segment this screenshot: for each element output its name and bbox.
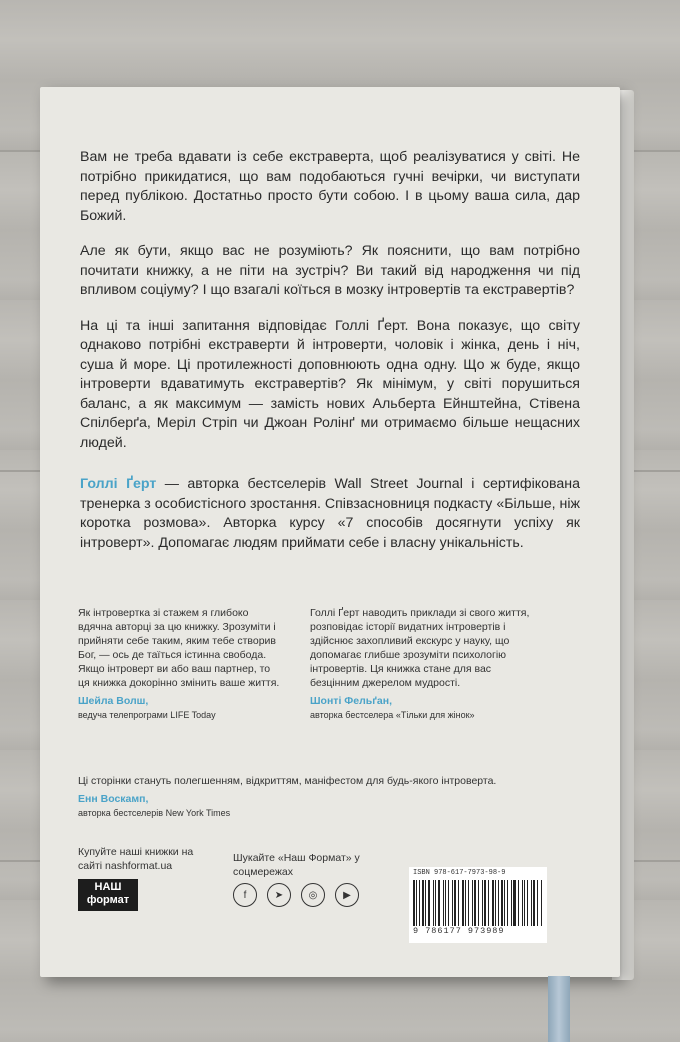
barcode-bar xyxy=(522,880,523,926)
facebook-icon[interactable]: f xyxy=(233,883,257,907)
author-bio xyxy=(80,475,580,553)
barcode-bar xyxy=(488,880,489,926)
barcode-bar xyxy=(428,880,431,926)
barcode-bar xyxy=(452,880,453,926)
barcode-bar xyxy=(435,880,436,926)
barcode-bar xyxy=(504,880,505,926)
barcode-bar xyxy=(413,880,415,926)
endorsement-text: Ці сторінки стануть полегшенням, відкриттям, маніфестом для будь-якого інтроверта. xyxy=(78,775,497,787)
barcode-bar xyxy=(472,880,474,926)
isbn-label: ISBN 978-617-7973-98-9 xyxy=(413,869,506,877)
endorsement-text: Як інтровертка зі стажем я глибоко вдячна авторці за цю книжку. Зрозуміти і прийняти себе таким, яким тебе створив Бог, — ось де таїться істинна свобода. Якщо інтроверт ви або ваш партнер, то ця книжка докорінно змінить ваше життя. xyxy=(78,607,280,689)
author-name: Голлі Ґерт xyxy=(80,476,157,492)
barcode-bar xyxy=(462,880,464,926)
barcode-bar xyxy=(468,880,469,926)
endorsement-2 xyxy=(310,606,530,722)
barcode-bar xyxy=(443,880,444,926)
buy-text: Купуйте наші книжки на сайті nashformat.ua xyxy=(78,846,194,872)
endorsement-role: авторка бестселера «Тільки для жінок» xyxy=(310,710,475,720)
publisher-logo: НАШ формат xyxy=(78,879,138,911)
barcode-bar xyxy=(498,880,499,926)
barcode-bar xyxy=(416,880,417,926)
barcode-bar xyxy=(537,880,538,926)
barcode-bar xyxy=(513,880,516,926)
bookmark-ribbon xyxy=(548,976,570,1042)
barcode-bar xyxy=(458,880,459,926)
barcode-bar xyxy=(507,880,508,926)
endorsement-3 xyxy=(78,774,583,820)
blurb-paragraph-2: Але як бути, якщо вас не розуміють? Як пояснити, що вам потрібно почитати книжку, а не піти на зустріч? Ви такий від народження чи під впливом соціуму? І що взагалі коїться в мозку інтровертів та екстравертів? xyxy=(80,243,580,298)
social-title: Шукайте «Наш Формат» у соцмережах xyxy=(233,852,360,878)
barcode-bar xyxy=(511,880,513,926)
barcode-bar xyxy=(524,880,526,926)
endorsement-role: авторка бестселерів New York Times xyxy=(78,808,231,818)
youtube-icon[interactable]: ▶ xyxy=(335,883,359,907)
barcode-bar xyxy=(445,880,447,926)
barcode-bar xyxy=(484,880,487,926)
social-icons xyxy=(233,883,359,907)
barcode-bar xyxy=(474,880,476,926)
barcode-bar xyxy=(533,880,535,926)
barcode-bar xyxy=(482,880,483,926)
barcode-bar xyxy=(478,880,479,926)
barcode-number: 9 786177 973989 xyxy=(413,926,505,936)
barcode-bar xyxy=(531,880,532,926)
endorsement-author: Шонті Фельґан, xyxy=(310,695,393,707)
barcode-bar xyxy=(465,880,466,926)
barcode-bar xyxy=(448,880,449,926)
barcode-bar xyxy=(438,880,440,926)
blurb-paragraph-1: Вам не треба вдавати із себе екстраверта, щоб реалізуватися у світі. Не потрібно прикидатися, що вам подобаються гучні вечірки, чи виступати перед публікою. Достатньо просто бути собою. І в цьому ваша сила, дар Божий. xyxy=(80,149,580,224)
barcode-bar xyxy=(541,880,543,926)
endorsement-text: Голлі Ґерт наводить приклади зі свого життя, розповідає історії видатних інтровертів і здійснює захопливий екскурс у науку, що допомагає глибше зрозуміти психологію інтровертів. Ця книжка стане для вас безцінним джерелом мудрості. xyxy=(310,607,530,689)
barcode-bar xyxy=(433,880,434,926)
telegram-icon[interactable]: ➤ xyxy=(267,883,291,907)
barcode-bar xyxy=(422,880,424,926)
endorsement-author: Енн Воскамп, xyxy=(78,793,149,805)
barcode-bar xyxy=(425,880,426,926)
barcode-bar xyxy=(501,880,503,926)
barcode-bar xyxy=(454,880,457,926)
barcode-bar xyxy=(518,880,519,926)
endorsement-role: ведуча телепрограми LIFE Today xyxy=(78,710,216,720)
barcode-bar xyxy=(492,880,494,926)
barcode xyxy=(409,867,547,943)
barcode-bar xyxy=(527,880,528,926)
author-bio-text: — авторка бестселерів Wall Street Journal і сертифікована тренерка з особистісного зростання. Співзасновниця подкасту «Більше, ніж коротка розмова». Авторка курсу «7 способів досягнути успіху як інтроверт». Допомагає людям приймати себе і власну унікальність. xyxy=(80,476,580,551)
barcode-bar xyxy=(495,880,496,926)
endorsement-1 xyxy=(78,606,283,722)
barcode-bar xyxy=(419,880,420,926)
blurb xyxy=(80,148,580,569)
footer xyxy=(78,845,583,945)
instagram-icon[interactable]: ◎ xyxy=(301,883,325,907)
endorsement-author: Шейла Волш, xyxy=(78,695,149,707)
blurb-paragraph-3: На ці та інші запитання відповідає Голлі Ґерт. Вона показує, що світу однаково потрібні екстраверти й інтроверти, чоловік і жінка, день і ніч, суша й море. Ці протилежності доповнюють одна одну. Що ж буде, якщо інтроверти вдаватимуть екстравертів? Як мінімум, у світі порушиться баланс, а як максимум — замість нових Альберта Ейнштейна, Стівена Спілберґа, Меріл Стріп чи Джоан Ролінґ ми отримаємо більше нещасних людей. xyxy=(80,317,580,451)
barcode-bars xyxy=(413,880,543,926)
